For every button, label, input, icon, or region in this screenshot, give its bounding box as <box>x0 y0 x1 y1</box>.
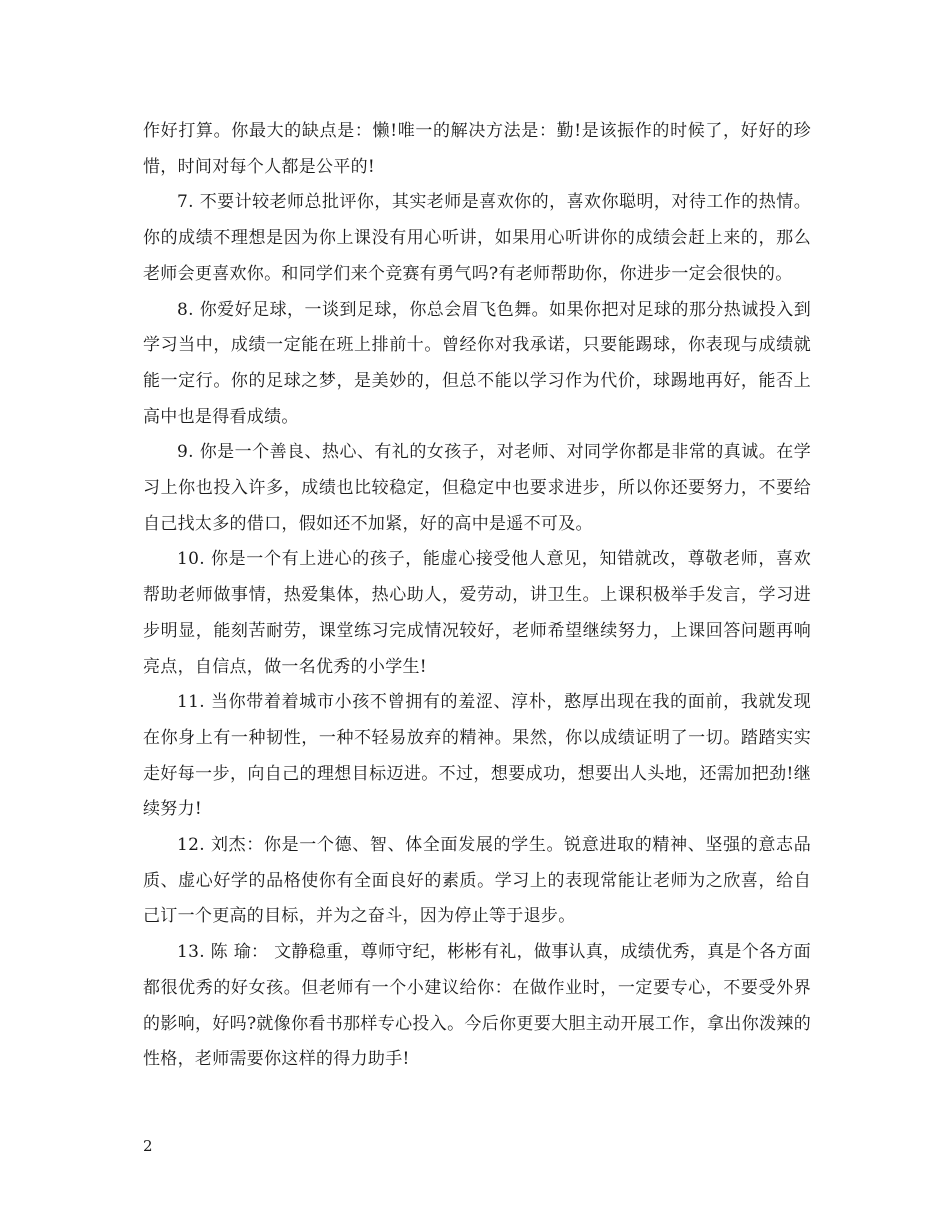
paragraph-item-11: 11. 当你带着着城市小孩不曾拥有的羞涩、淳朴，憨厚出现在我的面前，我就发现在你身上有一种韧性，一种不轻易放弃的精神。果然，你以成绩证明了一切。踏踏实实走好每一步，向自己的理想目标迈进。不过，想要成功，想要出人头地，还需加把劲!继续努力! <box>143 692 811 820</box>
paragraph-item-7: 7. 不要计较老师总批评你，其实老师是喜欢你的，喜欢你聪明，对待工作的热情。你的成绩不理想是因为你上课没有用心听讲，如果用心听讲你的成绩会赶上来的，那么老师会更喜欢你。和同学们来个竞赛有勇气吗?有老师帮助你，你进步一定会很快的。 <box>143 192 811 284</box>
paragraph-item-13: 13. 陈 瑜： 文静稳重，尊师守纪，彬彬有礼，做事认真，成绩优秀，真是个各方面都很优秀的好女孩。但老师有一个小建议给你：在做作业时，一定要专心，不要受外界的影响，好吗?就像你看书那样专心投入。今后你更要大胆主动开展工作，拿出你泼辣的性格，老师需要你这样的得力助手! <box>143 942 811 1070</box>
page-number: 2 <box>143 1137 153 1155</box>
paragraph-item-8: 8. 你爱好足球，一谈到足球，你总会眉飞色舞。如果你把对足球的那分热诚投入到学习当中，成绩一定能在班上排前十。曾经你对我承诺，只要能踢球，你表现与成绩就能一定行。你的足球之梦，是美妙的，但总不能以学习作为代价，球踢地再好，能否上高中也是得看成绩。 <box>143 299 811 427</box>
paragraph-item-9: 9. 你是一个善良、热心、有礼的女孩子，对老师、对同学你都是非常的真诚。在学习上你也投入许多，成绩也比较稳定，但稳定中也要求进步，所以你还要努力，不要给自己找太多的借口，假如还不加紧，好的高中是遥不可及。 <box>143 442 811 534</box>
paragraph-item-10: 10. 你是一个有上进心的孩子，能虚心接受他人意见，知错就改，尊敬老师，喜欢帮助老师做事情，热爱集体，热心助人，爱劳动，讲卫生。上课积极举手发言，学习进步明显，能刻苦耐劳，课堂练习完成情况较好，老师希望继续努力，上课回答问题再响亮点，自信点，做一名优秀的小学生! <box>143 549 811 677</box>
paragraph-continuation: 作好打算。你最大的缺点是：懒!唯一的解决方法是：勤!是该振作的时候了，好好的珍惜，时间对每个人都是公平的! <box>143 121 811 177</box>
paragraph-item-12: 12. 刘杰：你是一个德、智、体全面发展的学生。锐意进取的精神、坚强的意志品质、虚心好学的品格使你有全面良好的素质。学习上的表现常能让老师为之欣喜，给自己订一个更高的目标，并为之奋斗，因为停止等于退步。 <box>143 835 811 927</box>
document-body <box>143 114 811 1078</box>
